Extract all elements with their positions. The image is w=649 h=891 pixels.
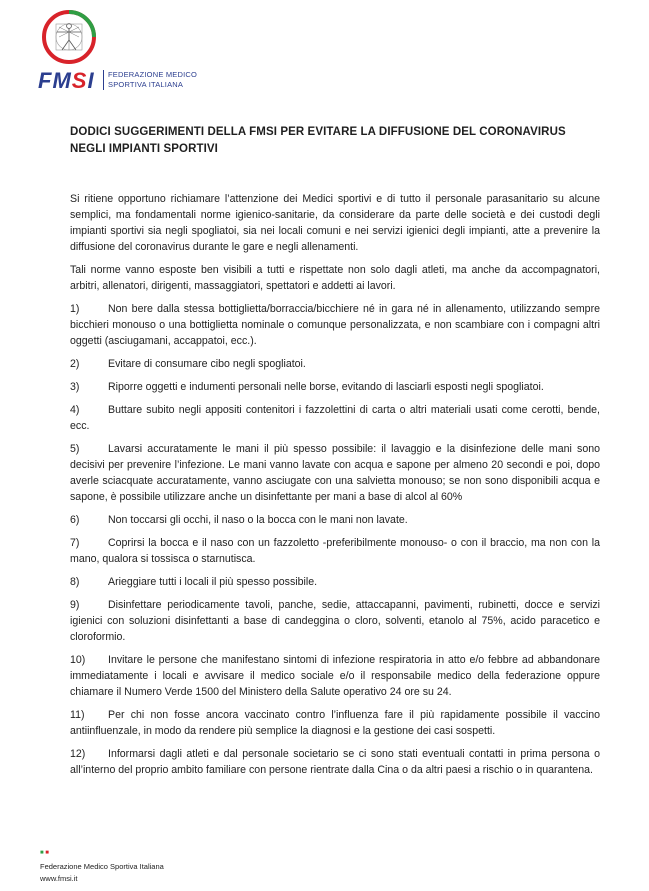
document-body <box>70 191 600 785</box>
logo-divider <box>103 70 104 90</box>
list-item <box>70 402 600 434</box>
item-text: Per chi non fosse ancora vaccinato contro l’influenza fare il più rapidamente possibile il vaccino antiinfluenzale, in modo da rendere più semplice la diagnosi e la gestione dei casi sospetti. <box>70 709 600 737</box>
item-number: 4) <box>70 404 80 416</box>
flag-dots-icon: ■ ■ <box>40 850 49 856</box>
org-name-line-2: SPORTIVA ITALIANA <box>108 80 184 89</box>
item-text: Lavarsi accuratamente le mani il più spesso possibile: il lavaggio e la disinfezione delle mani sono decisivi per prevenire l’infezione. Le mani vanno lavate con acqua e sapone per almeno 20 secondi e poi, dopo averle sciacquate accuratamente, vanno asciugate con una salvietta monouso; se non sono disponibili acqua e sapone, è possibile utilizzare anche un disinfettante per mani a base di alcol al 60% <box>70 443 600 503</box>
item-number: 9) <box>70 599 80 611</box>
item-text: Non bere dalla stessa bottiglietta/borraccia/bicchiere né in gara né in allenamento, utilizzando sempre bicchieri monouso o una bottiglietta nominale o comunque personalizzata, e non scambiare con i compagni altri oggetti (asciugamani, accappatoi, ecc.). <box>70 303 600 347</box>
org-name <box>108 70 197 90</box>
list-item <box>70 746 600 778</box>
item-text: Informarsi dagli atleti e dal personale societario se ci sono stati eventuali contatti in prima persona o all’interno del proprio ambito familiare con persone rientrate dalla Cina o da altri paesi a rischio o in quarantena. <box>70 748 600 776</box>
list-item <box>70 574 600 590</box>
list-item <box>70 379 600 395</box>
item-number: 2) <box>70 358 80 370</box>
item-number: 8) <box>70 576 80 588</box>
footer-website-link[interactable]: www.fmsi.it <box>40 874 78 883</box>
intro-paragraph: Tali norme vanno esposte ben visibili a tutti e rispettate non solo dagli atleti, ma anche da accompagnatori, arbitri, allenatori, dirigenti, massaggiatori, spettatori e addetti ai lavori. <box>70 264 600 292</box>
item-number: 11) <box>70 709 85 721</box>
list-item <box>70 707 600 739</box>
item-text: Arieggiare tutti i locali il più spesso possibile. <box>108 576 318 588</box>
list-item <box>70 356 600 372</box>
list-item <box>70 652 600 700</box>
logo-letter: M <box>52 68 72 93</box>
item-text: Non toccarsi gli occhi, il naso o la bocca con le mani non lavate. <box>108 514 408 526</box>
item-text: Coprirsi la bocca e il naso con un fazzoletto -preferibilmente monouso- o con il braccio, ma non con la mano, qualora si tossisca o starnutisca. <box>70 537 600 565</box>
list-item <box>70 512 600 528</box>
item-text: Evitare di consumare cibo negli spogliatoi. <box>108 358 306 370</box>
org-name-line-1: FEDERAZIONE MEDICO <box>108 70 198 79</box>
item-text: Buttare subito negli appositi contenitori i fazzolettini di carta o altri materiali usati come cerotti, bende, ecc. <box>70 404 600 432</box>
list-item <box>70 301 600 349</box>
logo-text <box>38 68 95 93</box>
list-item <box>70 535 600 567</box>
item-text: Invitare le persone che manifestano sintomi di infezione respiratoria in atto e/o febbre ad abbandonare immediatamente i locali e avvisare il medico sociale e/o il responsabile medico della federazione oppure chiamare il Numero Verde 1500 del Ministero della Salute operativo 24 ore su 24. <box>70 654 600 698</box>
item-text: Riporre oggetti e indumenti personali nelle borse, evitando di lasciarli esposti negli spogliatoi. <box>108 381 544 393</box>
fmsi-emblem-icon <box>40 8 98 66</box>
logo-letter: I <box>87 68 95 93</box>
document-title: DODICI SUGGERIMENTI DELLA FMSI PER EVITARE LA DIFFUSIONE DEL CORONAVIRUS NEGLI IMPIANTI SPORTIVI <box>70 126 566 155</box>
item-number: 7) <box>70 537 80 549</box>
list-item <box>70 441 600 505</box>
logo-letter: S <box>71 68 88 93</box>
item-number: 3) <box>70 381 80 393</box>
item-number: 10) <box>70 654 86 666</box>
list-item <box>70 597 600 645</box>
item-number: 5) <box>70 443 80 455</box>
footer-org: Federazione Medico Sportiva Italiana <box>40 862 164 871</box>
logo-letter: F <box>38 68 53 93</box>
fmsi-logo-wordmark <box>38 70 95 92</box>
intro-paragraph: Si ritiene opportuno richiamare l’attenzione dei Medici sportivi e di tutto il personale parasanitario su alcune semplici, ma fondamentali norme igienico-sanitarie, da considerare da parte delle società e dei custodi degli impianti sportivi sia negli spogliatoi, sia nei locali comuni e nei servizi igienici degli impianti, atte a prevenire la diffusione del coronavirus durante le gare e negli allenamenti. <box>70 193 600 253</box>
item-number: 12) <box>70 748 86 760</box>
item-number: 1) <box>70 303 80 315</box>
item-text: Disinfettare periodicamente tavoli, panche, sedie, attaccapanni, pavimenti, rubinetti, docce e servizi igienici con soluzioni disinfettanti a base di candeggina o cloro, solventi, etanolo al 75%, acido paracetico e cloroformio. <box>70 599 600 643</box>
item-number: 6) <box>70 514 80 526</box>
